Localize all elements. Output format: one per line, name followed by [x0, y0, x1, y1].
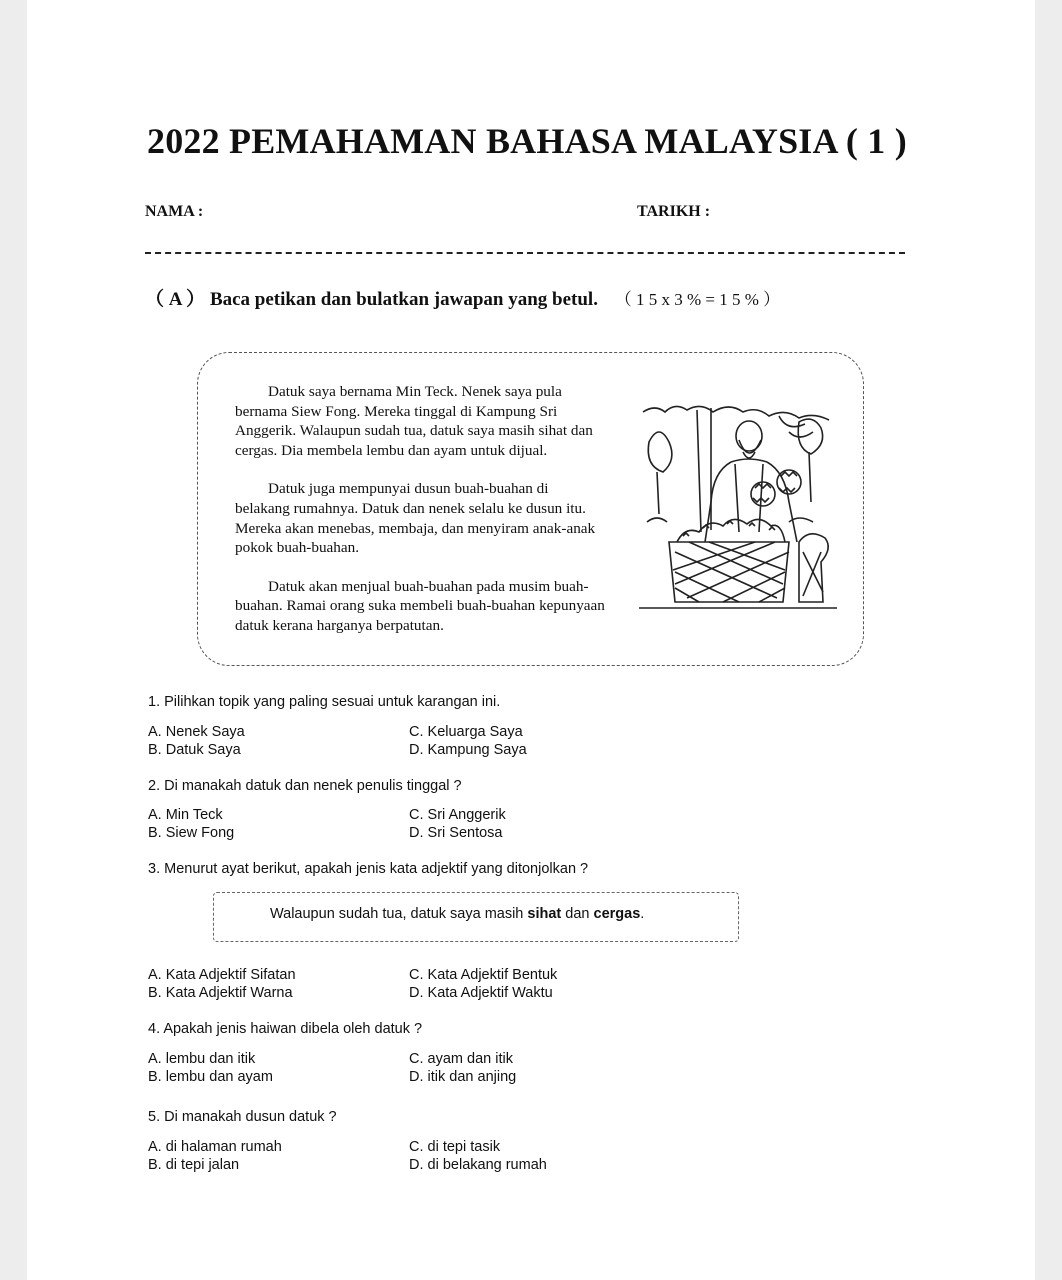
question-1: 1. Pilihkan topik yang paling sesuai untuk karangan ini. — [148, 694, 501, 710]
option-1d[interactable]: D. Kampung Saya — [409, 742, 527, 758]
nama-label: NAMA : — [145, 203, 204, 220]
option-2a[interactable]: A. Min Teck — [148, 807, 223, 823]
section-label: （ A ） — [145, 289, 206, 310]
sentence-part: . — [640, 906, 645, 922]
question-2: 2. Di manakah datuk dan nenek penulis tinggal ? — [148, 778, 462, 794]
option-2c[interactable]: C. Sri Anggerik — [409, 807, 506, 823]
highlighted-sentence — [270, 906, 644, 922]
option-4b[interactable]: B. lembu dan ayam — [148, 1069, 273, 1085]
passage-paragraph: Datuk saya bernama Min Teck. Nenek saya pula bernama Siew Fong. Mereka tinggal di Kampung Sri Anggerik. Walaupun sudah tua, datuk saya masih sihat dan cergas. Dia membela lembu dan ayam untuk dijual. — [235, 383, 593, 459]
option-2d[interactable]: D. Sri Sentosa — [409, 825, 503, 841]
option-5b[interactable]: B. di tepi jalan — [148, 1157, 240, 1173]
question-5: 5. Di manakah dusun datuk ? — [148, 1109, 337, 1125]
question-3: 3. Menurut ayat berikut, apakah jenis kata adjektif yang ditonjolkan ? — [148, 861, 589, 877]
option-4c[interactable]: C. ayam dan itik — [409, 1051, 513, 1067]
option-3b[interactable]: B. Kata Adjektif Warna — [148, 985, 293, 1001]
passage-paragraph: Datuk akan menjual buah-buahan pada musim buah-buahan. Ramai orang suka membeli buah-buahan kepunyaan datuk kerana harganya berpatutan. — [235, 577, 605, 634]
option-5a[interactable]: A. di halaman rumah — [148, 1139, 282, 1155]
tarikh-label: TARIKH : — [637, 203, 711, 220]
old-man-durian-basket-illustration — [639, 402, 837, 614]
page-title: 2022 PEMAHAMAN BAHASA MALAYSIA ( 1 ) — [147, 121, 907, 161]
sentence-part: Walaupun sudah tua, datuk saya masih — [270, 906, 528, 922]
option-2b[interactable]: B. Siew Fong — [148, 825, 235, 841]
option-5d[interactable]: D. di belakang rumah — [409, 1157, 547, 1173]
option-5c[interactable]: C. di tepi tasik — [409, 1139, 501, 1155]
option-4d[interactable]: D. itik dan anjing — [409, 1069, 517, 1085]
option-1c[interactable]: C. Keluarga Saya — [409, 724, 523, 740]
option-1a[interactable]: A. Nenek Saya — [148, 724, 245, 740]
section-score: （ 1 5 x 3 % = 1 5 % ） — [614, 290, 781, 309]
option-4a[interactable]: A. lembu dan itik — [148, 1051, 256, 1067]
passage-paragraph: Datuk juga mempunyai dusun buah-buahan di belakang rumahnya. Datuk dan nenek selalu ke dusun itu. Mereka akan menebas, membaja, dan menyiram anak-anak pokok buah-buahan. — [235, 480, 596, 557]
option-3a[interactable]: A. Kata Adjektif Sifatan — [148, 967, 296, 983]
option-1b[interactable]: B. Datuk Saya — [148, 742, 241, 758]
section-instruction: Baca petikan dan bulatkan jawapan yang betul. — [209, 289, 598, 310]
sentence-bold-word: cergas — [593, 906, 641, 922]
passage-text — [235, 382, 605, 655]
divider — [145, 252, 905, 254]
section-heading — [145, 284, 780, 311]
option-3d[interactable]: D. Kata Adjektif Waktu — [409, 985, 553, 1001]
question-4: 4. Apakah jenis haiwan dibela oleh datuk ? — [148, 1021, 423, 1037]
worksheet-page — [27, 0, 1035, 1280]
sentence-part: dan — [561, 906, 594, 922]
sentence-bold-word: sihat — [527, 906, 562, 922]
option-3c[interactable]: C. Kata Adjektif Bentuk — [409, 967, 558, 983]
